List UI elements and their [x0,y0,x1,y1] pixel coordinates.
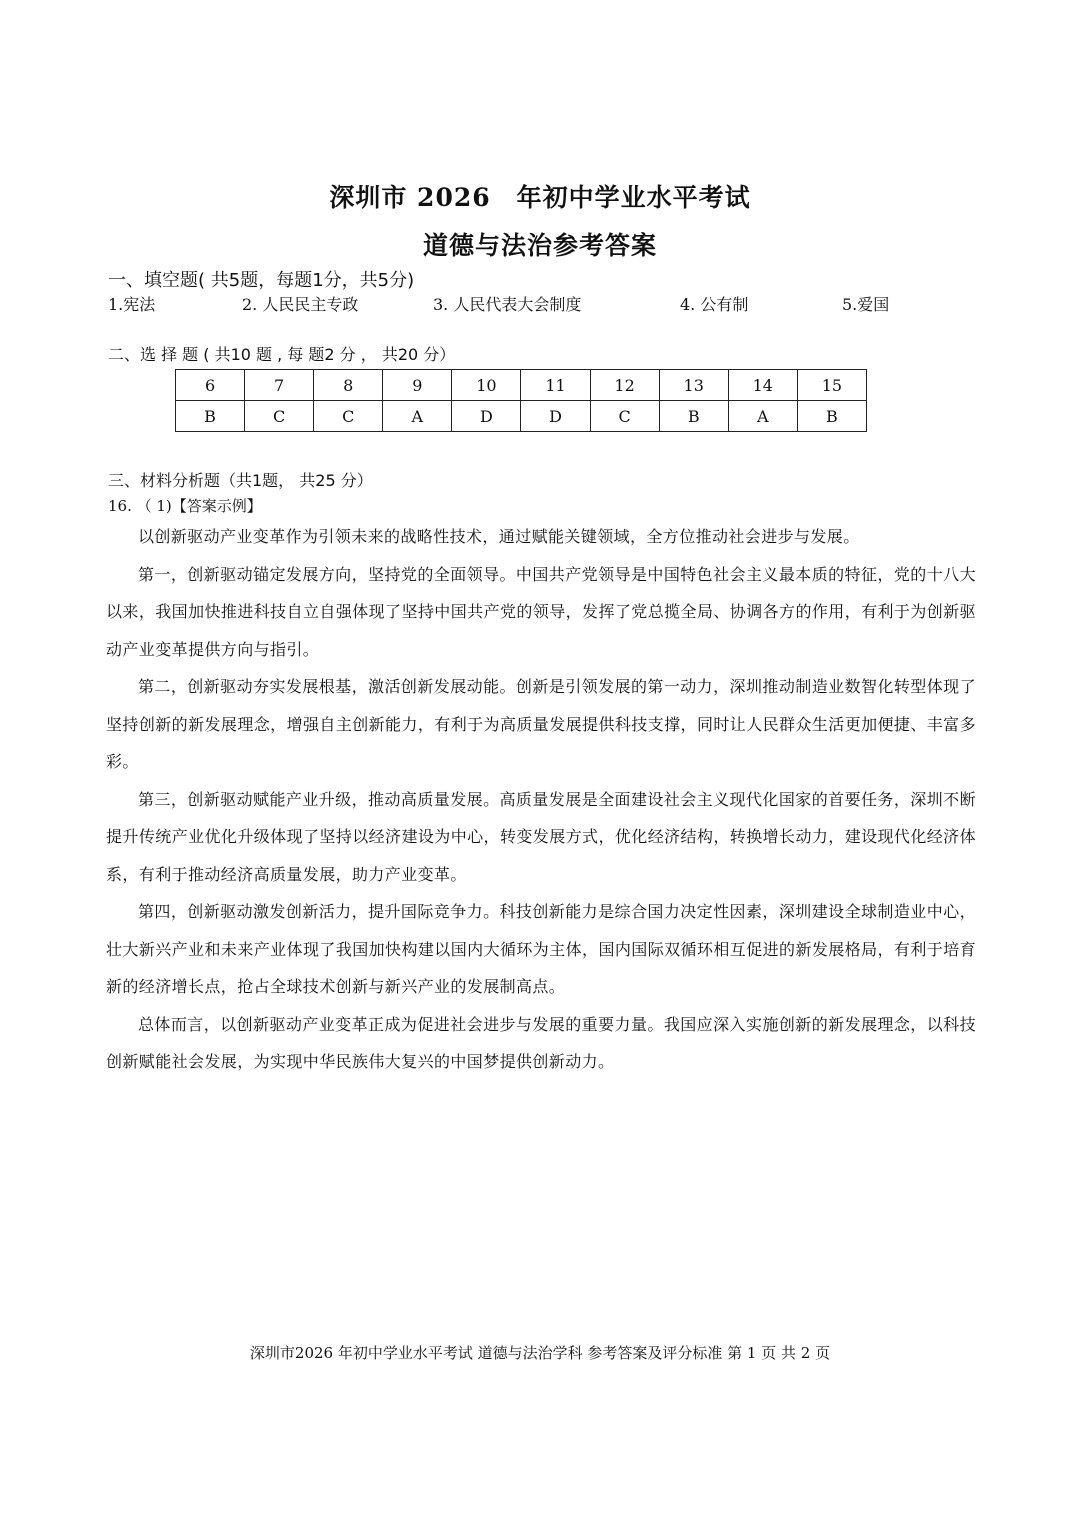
question-number: 13 [659,370,728,401]
answer-body [106,518,976,1081]
section1-heading: 一、填空题( 共5题，每题1分，共5分) [108,270,415,291]
question-number: 11 [521,370,590,401]
answer-paragraph-2: 第二，创新驱动夯实发展根基，激活创新发展动能。创新是引领发展的第一动力，深圳推动制造业数智化转型体现了坚持创新的新发展理念，增强自主创新能力，有利于为高质量发展提供科技支撑，同时让人民群众生活更加便捷、丰富多彩。 [106,677,976,771]
fill-answer-2: 2. 人民民主专政 [242,295,359,314]
page-footer: 深圳市2026 年初中学业水平考试 道德与法治学科 参考答案及评分标准 第 1 页 共 2 页 [249,1344,831,1362]
answer-paragraph-1: 第一，创新驱动锚定发展方向，坚持党的全面领导。中国共产党领导是中国特色社会主义最本质的特征，党的十八大以来，我国加快推进科技自立自强体现了坚持中国共产党的领导，发挥了党总揽全局、协调各方的作用，有利于为创新驱动产业变革提供方向与指引。 [106,564,976,659]
section2-heading: 二、选 择 题 ( 共10 题 , 每 题2 分 ， 共20 分） [108,345,456,364]
choice-answer: D [521,401,590,432]
document-subtitle: 道德与法治参考答案 [422,231,657,260]
answer-paragraph-4: 第四，创新驱动激发创新活力，提升国际竞争力。科技创新能力是综合国力决定性因素，深圳建设全球制造业中心，壮大新兴产业和未来产业体现了我国加快构建以国内大循环为主体，国内国际双循环相互促进的新发展格局，有利于培育新的经济增长点，抢占全球技术创新与新兴产业的发展制高点。 [106,902,976,996]
choice-answer: C [314,401,383,432]
question-16-label: 16. （ 1)【答案示例】 [108,497,262,515]
question-number: 7 [245,370,314,401]
question-number-row [176,370,867,401]
question-number: 15 [797,370,866,401]
fill-answer-5: 5.爱国 [842,295,890,314]
question-number: 6 [176,370,245,401]
section3-heading: 三、材料分析题（共1题， 共25 分） [108,471,373,490]
choice-answer: A [728,401,797,432]
question-number: 8 [314,370,383,401]
choice-answer: B [659,401,728,432]
choice-answer: A [383,401,452,432]
answer-paragraph-conclusion: 总体而言，以创新驱动产业变革正成为促进社会进步与发展的重要力量。我国应深入实施创新的新发展理念，以科技创新赋能社会发展，为实现中华民族伟大复兴的中国梦提供创新动力。 [106,1014,976,1071]
choice-answer: B [176,401,245,432]
document-title: 深圳市 2026 年初中学业水平考试 [329,183,751,212]
question-number: 14 [728,370,797,401]
answer-paragraph-3: 第三，创新驱动赋能产业升级，推动高质量发展。高质量发展是全面建设社会主义现代化国家的首要任务，深圳不断提升传统产业优化升级体现了坚持以经济建设为中心，转变发展方式，优化经济结构，转换增长动力，建设现代化经济体系，有利于推动经济高质量发展，助力产业变革。 [106,789,976,884]
question-number: 9 [383,370,452,401]
answer-paragraph-intro: 以创新驱动产业变革作为引领未来的战略性技术，通过赋能关键领域，全方位推动社会进步与发展。 [138,527,860,546]
answer-row [176,401,867,432]
question-number: 12 [590,370,659,401]
fill-answer-1: 1.宪法 [108,295,156,314]
choice-answer: D [452,401,521,432]
choice-answer-table [175,369,867,432]
fill-answer-4: 4. 公有制 [680,295,749,314]
choice-answer: C [245,401,314,432]
fill-answer-3: 3. 人民代表大会制度 [433,295,582,314]
choice-answer: C [590,401,659,432]
choice-answer: B [797,401,866,432]
question-number: 10 [452,370,521,401]
